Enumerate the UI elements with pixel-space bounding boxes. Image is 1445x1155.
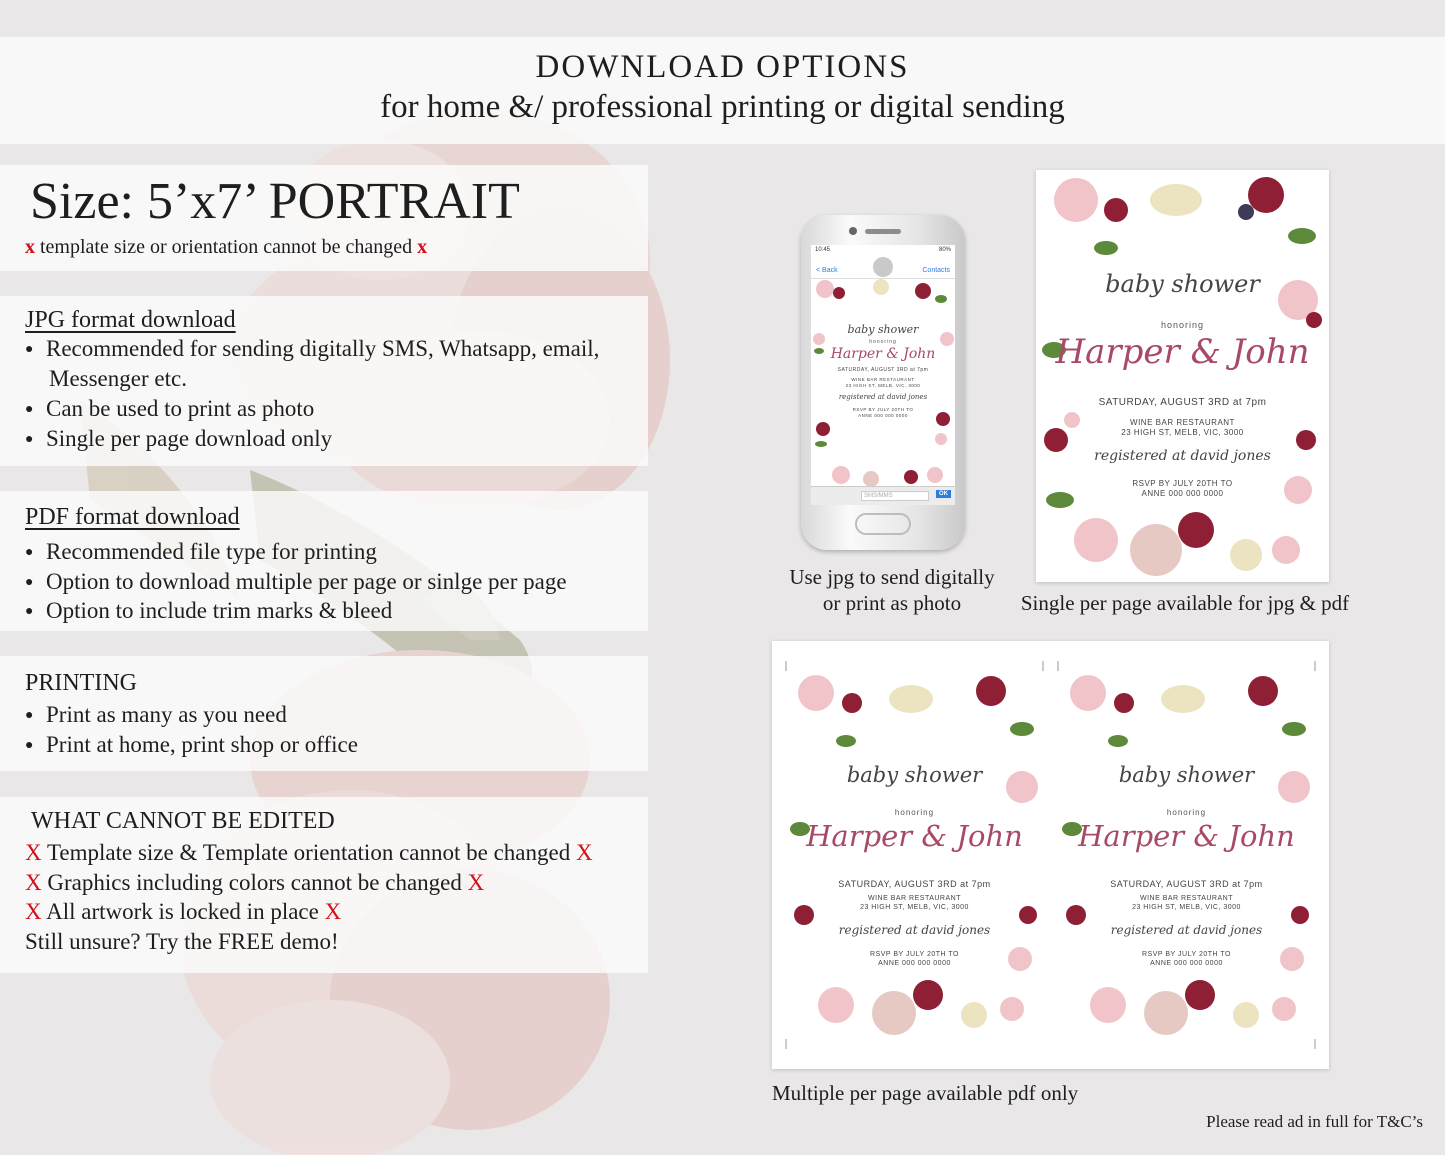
bullet-icon: ● (25, 575, 34, 590)
list-item: X Graphics including colors cannot be changed X (25, 870, 485, 895)
x-mark-icon: X (25, 899, 42, 924)
camera-icon (849, 227, 857, 235)
bullet-icon: ● (25, 432, 34, 447)
jpg-heading: JPG format download (25, 307, 236, 333)
home-button (855, 513, 911, 535)
single-caption: Single per page available for jpg & pdf (1020, 591, 1350, 615)
printing-heading: PRINTING (25, 670, 137, 696)
x-mark-icon: x (25, 236, 35, 258)
bullet-icon: ● (25, 545, 34, 560)
bullet-icon: ● (25, 604, 34, 619)
footer-note: Please read ad in full for T&C’s (1206, 1112, 1423, 1131)
avatar-icon (873, 257, 893, 277)
invitation-text: baby shower honoring Harper & John SATURDAY, AUGUST 3RD at 7pm WINE BAR RESTAURANT 23 HIGH ST, MELB, VIC, 3000 registered at david jones RSVP BY JULY 20TH TO ANNE 000 000 0000 (1055, 270, 1310, 498)
status-time: 10:45 (815, 247, 831, 253)
list-item: ● Print as many as you need (25, 700, 287, 731)
page-title: DOWNLOAD OPTIONS (535, 49, 910, 85)
bullet-icon: ● (25, 708, 34, 723)
list-item: ● Print at home, print shop or office (25, 730, 358, 761)
phone-invitation: baby shower honoring Harper & John SATURDAY, AUGUST 3RD at 7pm WINE BAR RESTAURANT 23 HIGH ST, MELB, VIC, 3000 registered at david jones RSVP BY JULY 20TH TO ANNE 000 000 0000 (811, 279, 955, 487)
list-item: Messenger etc. (49, 366, 187, 391)
list-item: ● Can be used to print as photo (25, 394, 314, 425)
list-item: ● Recommended for sending digitally SMS, Whatsapp, email, (25, 334, 599, 365)
phone-screen (811, 245, 955, 505)
cannot-edit-heading: WHAT CANNOT BE EDITED (31, 808, 335, 834)
status-battery: 80% (938, 247, 951, 253)
x-mark-icon: X (467, 870, 485, 895)
list-item: ● Single per page download only (25, 424, 332, 455)
header-banner (0, 37, 1445, 144)
x-mark-icon: X (324, 899, 342, 924)
invitation-text: baby shower honoring Harper & John SATURDAY, AUGUST 3RD at 7pm WINE BAR RESTAURANT 23 HIGH ST, MELB, VIC, 3000 registered at david jones RSVP BY JULY 20TH TO ANNE 000 000 0000 (1078, 763, 1295, 967)
size-note (25, 236, 427, 259)
invitation-copy-left (786, 669, 1043, 1041)
contacts-button[interactable]: Contacts (922, 267, 950, 274)
list-item: X All artwork is locked in place X (25, 899, 342, 924)
x-mark-icon: X (575, 840, 593, 865)
demo-note: Still unsure? Try the FREE demo! (25, 929, 339, 954)
speaker-icon (865, 229, 901, 234)
x-mark-icon: X (25, 870, 42, 895)
single-invitation-card (1036, 170, 1329, 582)
multiple-caption: Multiple per page available pdf only (772, 1081, 1079, 1105)
size-note-text: template size or orientation cannot be changed (40, 236, 413, 258)
back-button[interactable]: < Back (816, 267, 838, 274)
list-item: ● Recommended file type for printing (25, 537, 377, 568)
page-subtitle: for home &/ professional printing or digital sending (380, 89, 1065, 125)
message-input-bar (811, 486, 955, 505)
message-nav (811, 256, 955, 279)
phone-mockup (801, 215, 965, 550)
multiple-per-page-sheet (772, 641, 1329, 1069)
x-mark-icon: X (25, 840, 42, 865)
size-title: Size: 5’x7’ PORTRAIT (30, 173, 520, 230)
status-bar (811, 245, 955, 256)
message-input[interactable]: SMS/MMS (861, 491, 929, 501)
invitation-copy-right (1058, 669, 1315, 1041)
x-mark-icon: x (417, 236, 428, 258)
list-item: ● Option to download multiple per page or sinlge per page (25, 567, 567, 598)
phone-caption: Use jpg to send digitally or print as photo (789, 565, 995, 615)
pdf-heading: PDF format download (25, 504, 240, 530)
bullet-icon: ● (25, 402, 34, 417)
invitation-text: baby shower honoring Harper & John SATURDAY, AUGUST 3RD at 7pm WINE BAR RESTAURANT 23 HIGH ST, MELB, VIC, 3000 registered at david jones RSVP BY JULY 20TH TO ANNE 000 000 0000 (806, 763, 1023, 967)
bullet-icon: ● (25, 342, 34, 357)
list-item: ● Option to include trim marks & bleed (25, 596, 392, 627)
list-item: X Template size & Template orientation cannot be changed X (25, 840, 593, 865)
ok-button[interactable]: OK (936, 490, 951, 498)
bullet-icon: ● (25, 738, 34, 753)
